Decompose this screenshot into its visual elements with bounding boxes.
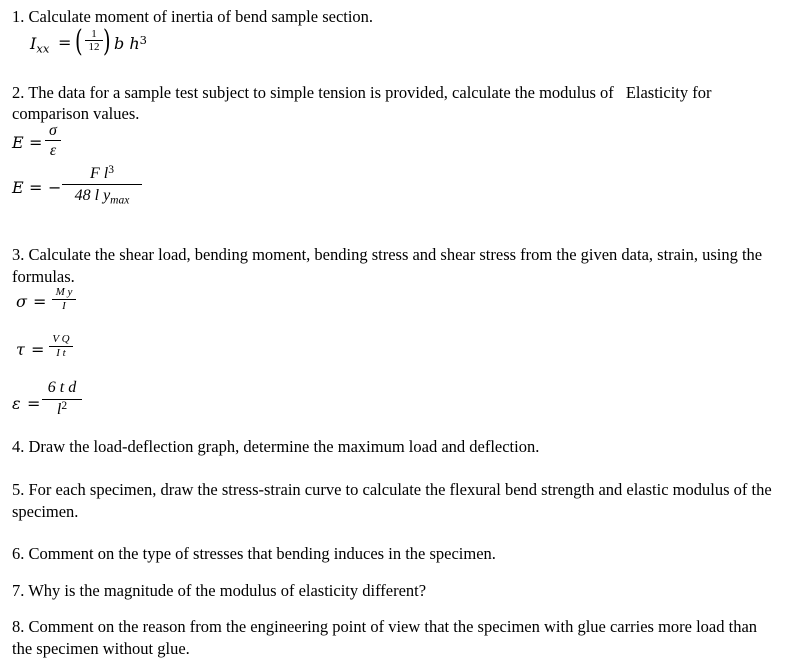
item-5-text: 5. For each specimen, draw the stress-strain curve to calculate the flexural bend strength and elastic modulus of the specimen. (12, 480, 772, 521)
tau-equals: = (31, 340, 45, 359)
item-6-text: 6. Comment on the type of stresses that bending induces in the specimen. (12, 544, 496, 563)
strain-equals: = (27, 394, 41, 413)
e2-fraction: F $l^3$ 48 l $y_{max}$ (62, 163, 142, 207)
item-2-text-line2: comparison values. (12, 104, 140, 123)
ixx-rhs: b $h^3$ (114, 32, 147, 53)
item-2-text-line1: 2. The data for a sample test subject to simple tension is provided, calculate the modulus of Elasticity for (12, 83, 712, 102)
e1-lhs: E (12, 133, 24, 152)
strain-lhs: ε (12, 394, 21, 413)
ixx-right-paren: ) (103, 24, 111, 59)
sigma-equals: = (33, 292, 47, 311)
sigma-fraction: M y I (52, 286, 76, 313)
ixx-equals: = (58, 33, 72, 52)
tau-fraction: V Q I t (49, 333, 73, 360)
item-7-text: 7. Why is the magnitude of the modulus of elasticity different? (12, 581, 427, 600)
item-8-text: 8. Comment on the reason from the engineering point of view that the specimen with glue carries more load than the specimen without glue. (12, 617, 758, 658)
ixx-fraction: 1 12 (85, 28, 103, 53)
strain-fraction: 6 t d $l^2$ (42, 377, 82, 420)
e2-minus: − (48, 178, 62, 197)
tau-lhs: τ (16, 340, 25, 359)
item-4-text: 4. Draw the load-deflection graph, determine the maximum load and deflection. (12, 437, 540, 456)
e2-lhs: E (12, 178, 24, 197)
e1-fraction: σ ε (45, 121, 61, 160)
e1-equals: = (29, 133, 43, 152)
e2-equals: = (29, 178, 43, 197)
item-3-text: 3. Calculate the shear load, bending moment, bending stress and shear stress from the given data, strain, using the formulas. (12, 245, 763, 286)
item-1-text: 1. Calculate moment of inertia of bend sample section. (12, 7, 374, 26)
ixx-lhs: $I_{xx}$ (30, 34, 50, 56)
sigma-lhs: σ (16, 292, 27, 311)
ixx-left-paren: ( (75, 24, 83, 59)
